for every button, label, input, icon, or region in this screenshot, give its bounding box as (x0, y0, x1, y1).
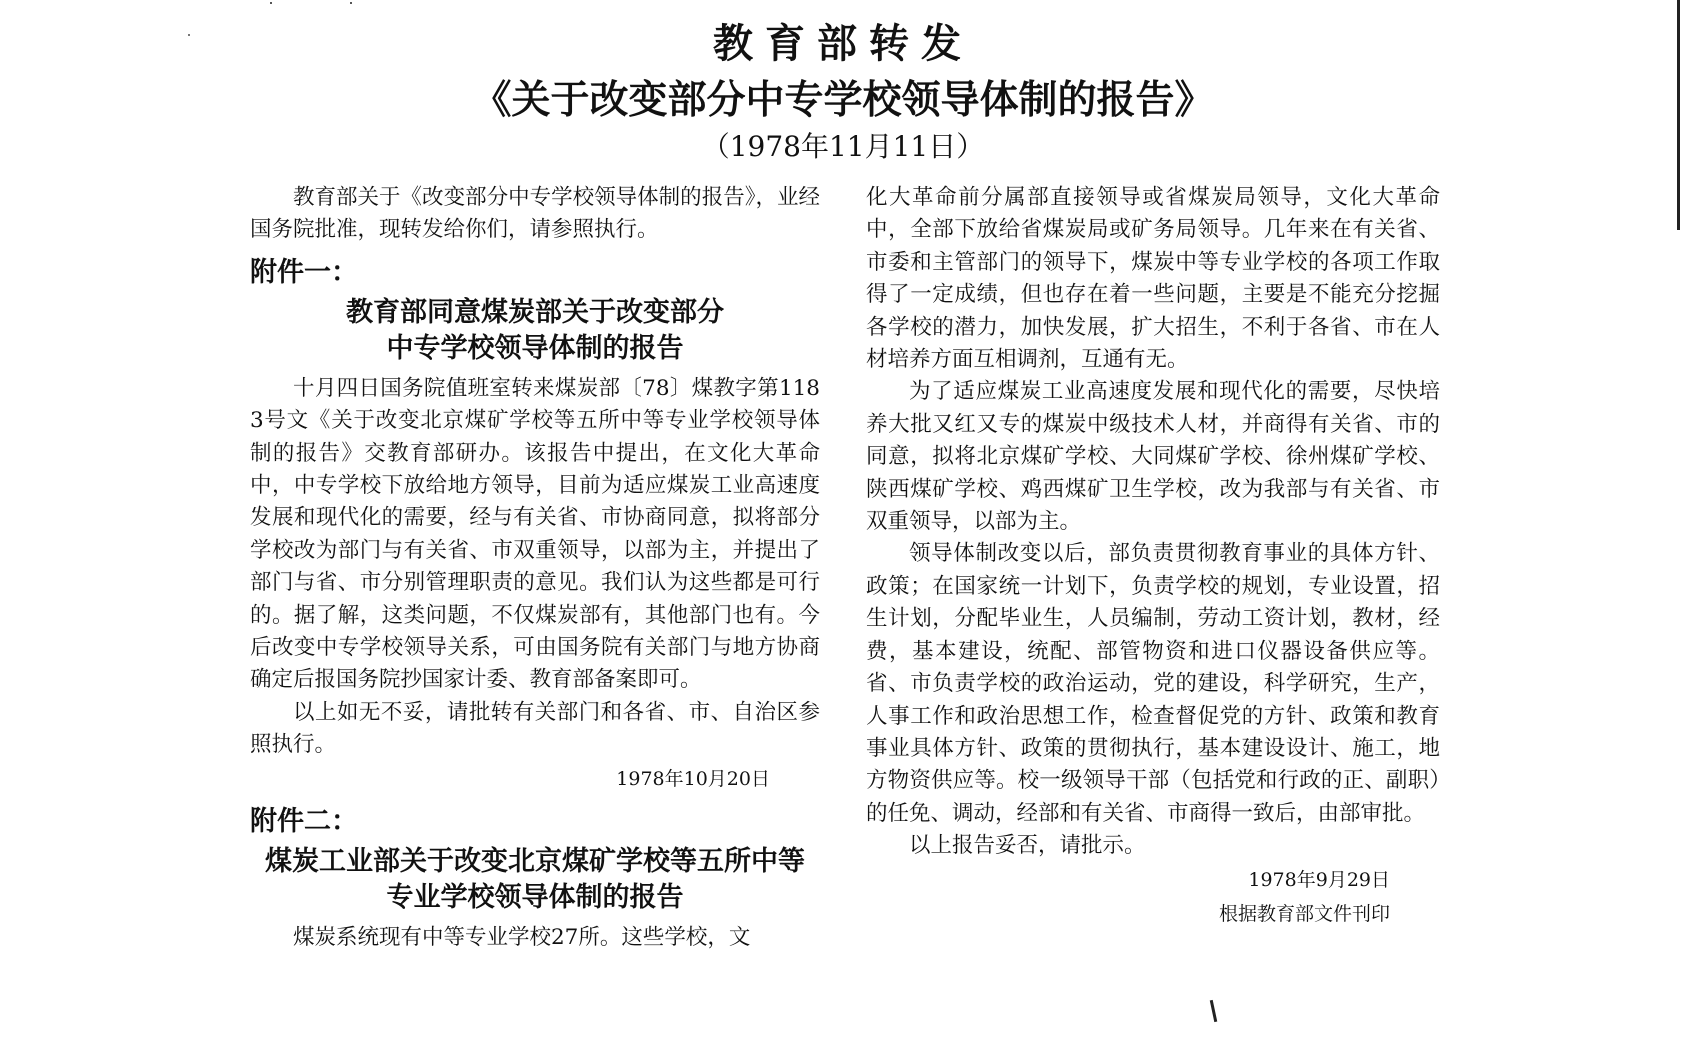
annex-1-title (250, 295, 820, 367)
annex-1-paragraph: 十月四日国务院值班室转来煤炭部〔78〕煤教字第1183号文《关于改变北京煤矿学校等五所中等专业学校领导体制的报告》交教育部研办。该报告中提出，在文化大革命中，中专学校下放给地方领导，目前为适应煤炭工业高速度发展和现代化的需要，经与有关省、市协商同意，拟将部分学校改为部门与有关省、市双重领导，以部为主，并提出了部门与省、市分别管理职责的意见。我们认为这些都是可行的。据了解，这类问题，不仅煤炭部有，其他部门也有。今后改变中专学校领导关系，可由国务院有关部门与地方协商确定后报国务院抄国家计委、教育部备案即可。 (250, 375, 820, 693)
scan-speck (270, 2, 272, 4)
scan-stray-mark (1210, 1000, 1218, 1022)
annex-2-paragraph: 为了适应煤炭工业高速度发展和现代化的需要，尽快培养大批又红又专的煤炭中级技术人材，并商得有关省、市的同意，拟将北京煤矿学校、大同煤矿学校、徐州煤矿学校、陕西煤矿学校、鸡西煤矿卫生学校，改为我部与有关省、市双重领导，以部为主。 (866, 379, 1440, 535)
annex-1-date: 1978年10月20日 (616, 767, 770, 790)
annex-2-title-line-2: 专业学校领导体制的报告 (386, 881, 684, 913)
scan-speck (350, 2, 352, 4)
annex-2-paragraph-start: 煤炭系统现有中等专业学校27所。这些学校，文 (293, 924, 751, 950)
right-column (866, 182, 1440, 931)
annex-1-paragraph: 以上如无不妥，请批转有关部门和各省、市、自治区参照执行。 (250, 699, 820, 758)
title-line-2: 《关于改变部分中专学校领导体制的报告》 (472, 77, 1214, 123)
annex-2-title (250, 844, 820, 916)
scan-edge-line (1677, 0, 1680, 230)
annex-2-paragraph: 领导体制改变以后，部负责贯彻教育事业的具体方针、政策；在国家统一计划下，负责学校的规划，专业设置，招生计划，分配毕业生，人员编制，劳动工资计划，教材，经费，基本建设，统配、部管物资和进口仪器设备供应等。省、市负责学校的政治运动，党的建设，科学研究，生产，人事工作和政治思想工作，检查督促党的方针、政策和教育事业具体方针、政策的贯彻执行，基本建设设计、施工，地方物资供应等。校一级领导干部（包括党和行政的正、副职）的任免、调动，经部和有关省、市商得一致后，由部审批。 (866, 541, 1440, 826)
annex-1-title-line-2: 中专学校领导体制的报告 (386, 332, 684, 364)
annex-2-paragraph: 以上报告妥否，请批示。 (909, 833, 1146, 859)
left-column (250, 182, 820, 954)
source-note: 根据教育部文件刊印 (1218, 902, 1390, 925)
scan-speck (188, 34, 190, 36)
document-date: （1978年11月11日） (701, 130, 985, 163)
title-line-1: 教育部转发 (713, 20, 973, 67)
annex-1-label: 附件一： (250, 256, 358, 288)
annex-2-date: 1978年9月29日 (1248, 868, 1390, 891)
annex-2-title-line-1: 煤炭工业部关于改变北京煤矿学校等五所中等 (265, 845, 805, 877)
intro-paragraph: 教育部关于《改变部分中专学校领导体制的报告》，业经国务院批准，现转发给你们，请参照执行。 (250, 185, 820, 243)
annex-2-paragraph-continued: 化大革命前分属部直接领导或省煤炭局领导，文化大革命中，全部下放给省煤炭局或矿务局领导。几年来在有关省、市委和主管部门的领导下，煤炭中等专业学校的各项工作取得了一定成绩，但也存在着一些问题，主要是不能充分挖掘各学校的潜力，加快发展，扩大招生，不利于各省、市在人材培养方面互相调剂，互通有无。 (866, 185, 1440, 373)
annex-1-title-line-1: 教育部同意煤炭部关于改变部分 (346, 296, 724, 328)
annex-2-label: 附件二： (250, 805, 358, 837)
